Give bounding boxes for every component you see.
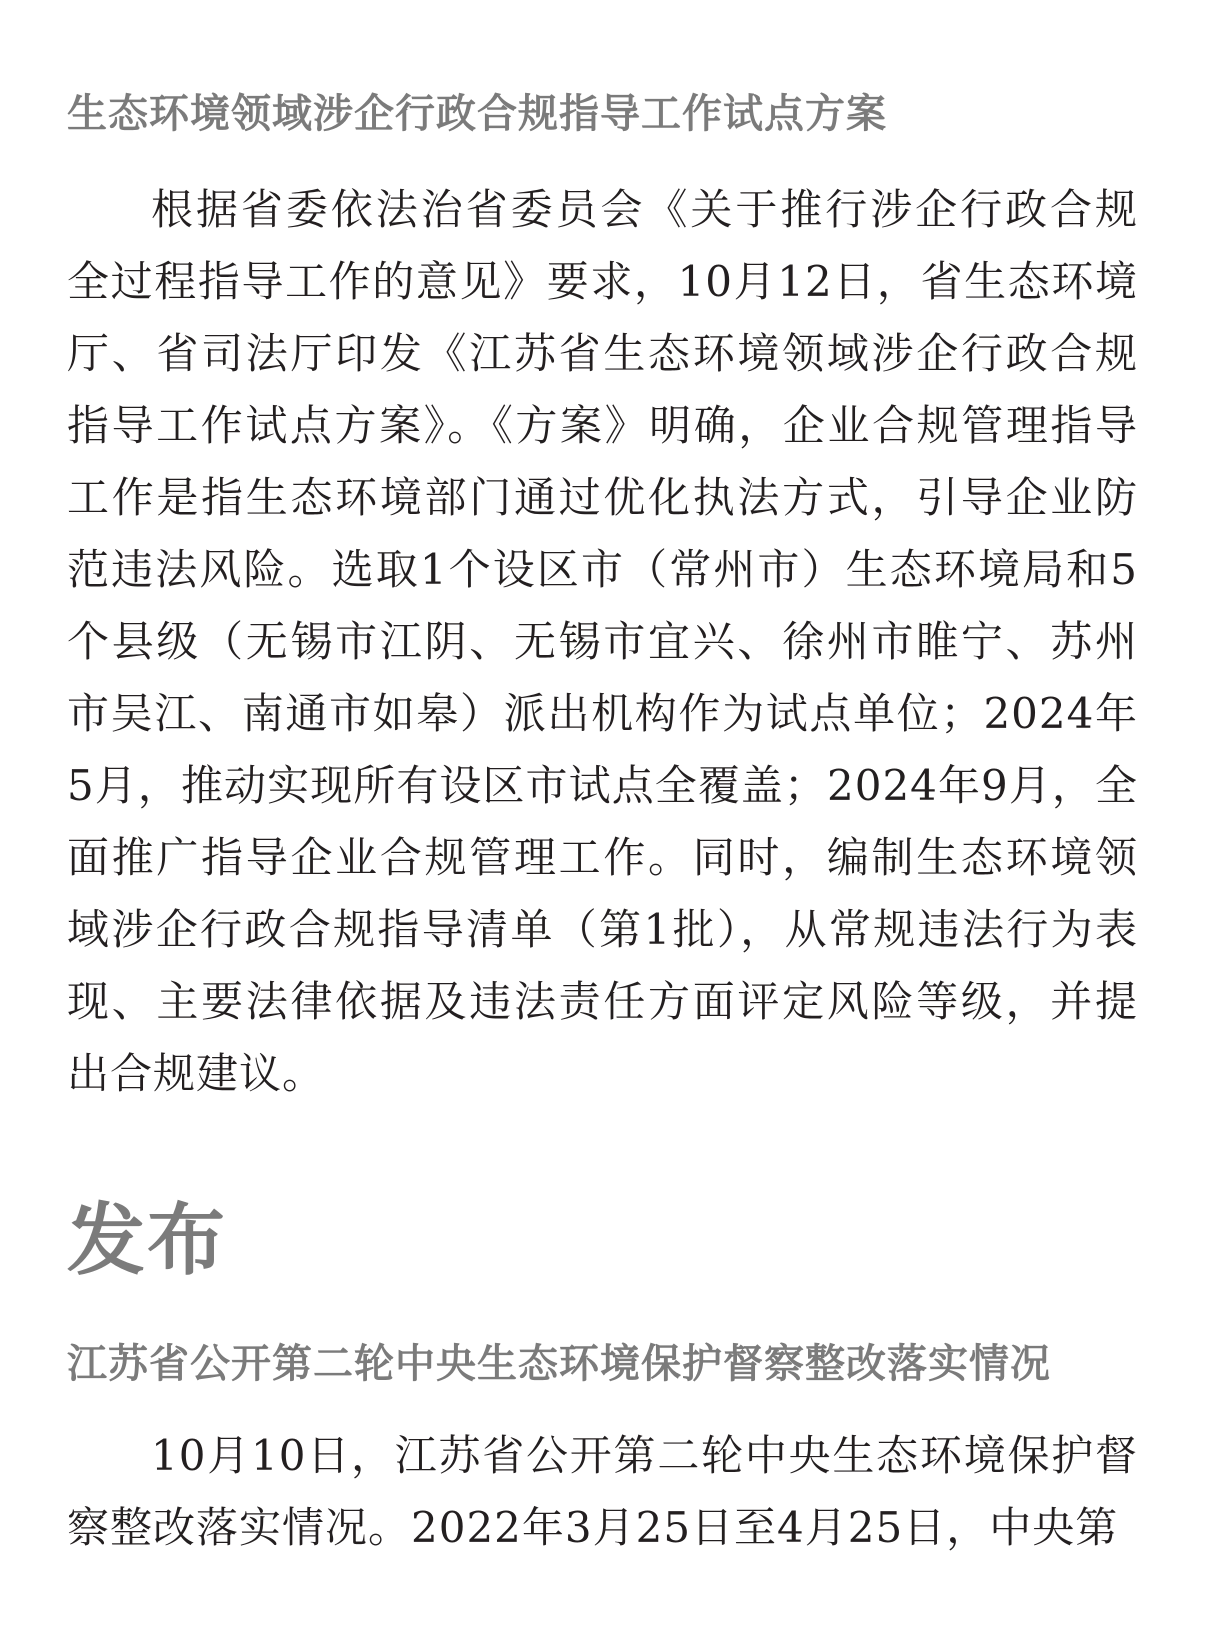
section-heading: 发布 (67, 1196, 228, 1286)
article-title: 生态环境领域涉企行政合规指导工作试点方案 (67, 90, 887, 137)
article-title: 江苏省公开第二轮中央生态环境保护督察整改落实情况 (67, 1340, 1051, 1387)
article-paragraph: 根据省委依法治省委员会《关于推行涉企行政合规全过程指导工作的意见》要求，10月12日，省生态环境厅、省司法厅印发《江苏省生态环境领域涉企行政合规指导工作试点方案》。《方案》明确，企业合规管理指导工作是指生态环境部门通过优化执法方式，引导企业防范违法风险。选取1个设区市（常州市）生态环境局和5个县级（无锡市江阴、无锡市宜兴、徐州市睢宁、苏州市吴江、南通市如皋）派出机构作为试点单位；2024年5月，推动实现所有设区市试点全覆盖；2024年9月，全面推广指导企业合规管理工作。同时，编制生态环境领域涉企行政合规指导清单（第1批），从常规违法行为表现、主要法律依据及违法责任方面评定风险等级，并提出合规建议。 (67, 185, 1138, 1098)
article-paragraph: 10月10日，江苏省公开第二轮中央生态环境保护督察整改落实情况。2022年3月25日至4月25日，中央第 (67, 1431, 1138, 1552)
